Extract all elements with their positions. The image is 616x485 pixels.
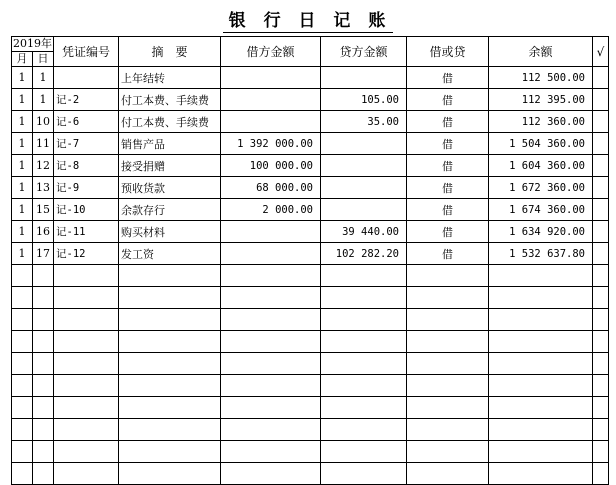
header-voucher: 凭证编号 — [54, 37, 119, 67]
cell-direction: 借 — [407, 133, 489, 155]
cell-month: 1 — [12, 67, 33, 89]
table-row — [12, 265, 609, 287]
cell-summary — [119, 419, 221, 441]
cell-voucher — [54, 331, 119, 353]
cell-balance — [489, 419, 593, 441]
cell-voucher — [54, 397, 119, 419]
cell-debit: 2 000.00 — [221, 199, 321, 221]
cell-credit — [321, 155, 407, 177]
table-row — [12, 287, 609, 309]
cell-voucher — [54, 353, 119, 375]
cell-debit: 68 000.00 — [221, 177, 321, 199]
cell-check — [593, 155, 609, 177]
cell-month: 1 — [12, 133, 33, 155]
cell-direction: 借 — [407, 111, 489, 133]
cell-day — [33, 331, 54, 353]
cell-debit — [221, 463, 321, 485]
cell-month: 1 — [12, 221, 33, 243]
cell-check — [593, 375, 609, 397]
cell-summary — [119, 265, 221, 287]
cell-credit — [321, 419, 407, 441]
cell-day — [33, 375, 54, 397]
cell-voucher: 记-11 — [54, 221, 119, 243]
cell-direction — [407, 441, 489, 463]
cell-voucher — [54, 375, 119, 397]
cell-debit: 1 392 000.00 — [221, 133, 321, 155]
cell-summary — [119, 441, 221, 463]
cell-month — [12, 463, 33, 485]
cell-voucher — [54, 419, 119, 441]
cell-summary: 预收货款 — [119, 177, 221, 199]
header-month: 月 — [12, 52, 33, 67]
bank-journal-table — [11, 36, 609, 485]
cell-voucher — [54, 287, 119, 309]
cell-check — [593, 133, 609, 155]
cell-balance: 1 504 360.00 — [489, 133, 593, 155]
table-row — [12, 375, 609, 397]
cell-voucher: 记-10 — [54, 199, 119, 221]
cell-check — [593, 331, 609, 353]
table-row — [12, 309, 609, 331]
cell-debit — [221, 89, 321, 111]
cell-day — [33, 463, 54, 485]
cell-summary: 销售产品 — [119, 133, 221, 155]
cell-day — [33, 397, 54, 419]
table-row — [12, 177, 609, 199]
cell-debit — [221, 419, 321, 441]
cell-summary: 购买材料 — [119, 221, 221, 243]
cell-balance — [489, 463, 593, 485]
cell-balance: 1 634 920.00 — [489, 221, 593, 243]
cell-month — [12, 441, 33, 463]
cell-summary: 付工本费、手续费 — [119, 111, 221, 133]
cell-debit — [221, 243, 321, 265]
table-row — [12, 441, 609, 463]
cell-voucher: 记-8 — [54, 155, 119, 177]
cell-balance — [489, 309, 593, 331]
cell-check — [593, 177, 609, 199]
cell-voucher — [54, 67, 119, 89]
cell-check — [593, 353, 609, 375]
cell-debit — [221, 353, 321, 375]
cell-direction — [407, 331, 489, 353]
cell-month: 1 — [12, 111, 33, 133]
cell-balance — [489, 265, 593, 287]
cell-month: 1 — [12, 243, 33, 265]
header-balance: 余额 — [489, 37, 593, 67]
table-row — [12, 67, 609, 89]
cell-summary: 余款存行 — [119, 199, 221, 221]
cell-balance — [489, 441, 593, 463]
cell-month — [12, 397, 33, 419]
table-body — [12, 67, 609, 485]
cell-check — [593, 243, 609, 265]
header-day: 日 — [33, 52, 54, 67]
cell-month — [12, 265, 33, 287]
cell-balance — [489, 331, 593, 353]
cell-day: 12 — [33, 155, 54, 177]
cell-balance: 1 532 637.80 — [489, 243, 593, 265]
cell-credit — [321, 375, 407, 397]
cell-day: 10 — [33, 111, 54, 133]
cell-balance: 1 604 360.00 — [489, 155, 593, 177]
cell-direction: 借 — [407, 155, 489, 177]
cell-day — [33, 265, 54, 287]
cell-debit — [221, 287, 321, 309]
cell-direction: 借 — [407, 67, 489, 89]
cell-month — [12, 375, 33, 397]
table-row — [12, 111, 609, 133]
cell-day: 15 — [33, 199, 54, 221]
table-row — [12, 155, 609, 177]
cell-check — [593, 67, 609, 89]
cell-balance: 112 500.00 — [489, 67, 593, 89]
table-row — [12, 353, 609, 375]
cell-check — [593, 199, 609, 221]
table-row — [12, 463, 609, 485]
cell-month: 1 — [12, 89, 33, 111]
table-row — [12, 199, 609, 221]
cell-debit — [221, 375, 321, 397]
cell-month — [12, 287, 33, 309]
cell-debit — [221, 331, 321, 353]
cell-balance — [489, 375, 593, 397]
cell-day: 1 — [33, 89, 54, 111]
cell-voucher: 记-7 — [54, 133, 119, 155]
cell-direction: 借 — [407, 199, 489, 221]
cell-day — [33, 309, 54, 331]
cell-direction — [407, 375, 489, 397]
cell-credit — [321, 67, 407, 89]
cell-month — [12, 331, 33, 353]
cell-check — [593, 309, 609, 331]
cell-direction — [407, 397, 489, 419]
cell-day — [33, 441, 54, 463]
cell-credit — [321, 177, 407, 199]
cell-check — [593, 441, 609, 463]
cell-summary — [119, 375, 221, 397]
cell-direction — [407, 309, 489, 331]
cell-summary — [119, 397, 221, 419]
cell-direction: 借 — [407, 221, 489, 243]
cell-month — [12, 419, 33, 441]
cell-month — [12, 353, 33, 375]
cell-voucher: 记-2 — [54, 89, 119, 111]
cell-direction — [407, 419, 489, 441]
cell-summary: 付工本费、手续费 — [119, 89, 221, 111]
table-row — [12, 419, 609, 441]
cell-credit — [321, 397, 407, 419]
cell-debit: 100 000.00 — [221, 155, 321, 177]
cell-credit: 35.00 — [321, 111, 407, 133]
cell-credit — [321, 463, 407, 485]
table-row — [12, 221, 609, 243]
cell-summary: 接受捐赠 — [119, 155, 221, 177]
cell-month: 1 — [12, 155, 33, 177]
cell-direction — [407, 265, 489, 287]
cell-direction: 借 — [407, 243, 489, 265]
cell-debit — [221, 111, 321, 133]
ledger-title-text: 银 行 日 记 账 — [223, 11, 394, 33]
cell-summary — [119, 331, 221, 353]
cell-balance — [489, 353, 593, 375]
cell-debit — [221, 265, 321, 287]
cell-debit — [221, 221, 321, 243]
header-summary: 摘 要 — [119, 37, 221, 67]
cell-day: 11 — [33, 133, 54, 155]
cell-balance — [489, 287, 593, 309]
cell-direction: 借 — [407, 177, 489, 199]
table-row — [12, 243, 609, 265]
cell-direction — [407, 353, 489, 375]
cell-credit — [321, 331, 407, 353]
cell-day: 1 — [33, 67, 54, 89]
cell-check — [593, 287, 609, 309]
header-credit: 贷方金额 — [321, 37, 407, 67]
cell-check — [593, 221, 609, 243]
cell-month — [12, 309, 33, 331]
cell-check — [593, 419, 609, 441]
cell-summary: 上年结转 — [119, 67, 221, 89]
table-row — [12, 133, 609, 155]
cell-day — [33, 419, 54, 441]
cell-voucher — [54, 265, 119, 287]
cell-voucher: 记-9 — [54, 177, 119, 199]
cell-day: 13 — [33, 177, 54, 199]
cell-balance: 112 395.00 — [489, 89, 593, 111]
cell-debit — [221, 309, 321, 331]
cell-check — [593, 397, 609, 419]
cell-balance: 1 672 360.00 — [489, 177, 593, 199]
cell-debit — [221, 441, 321, 463]
cell-summary: 发工资 — [119, 243, 221, 265]
cell-day: 16 — [33, 221, 54, 243]
cell-direction — [407, 287, 489, 309]
cell-summary — [119, 463, 221, 485]
header-year: 2019年 — [13, 37, 52, 50]
cell-balance — [489, 397, 593, 419]
cell-credit — [321, 265, 407, 287]
cell-balance: 112 360.00 — [489, 111, 593, 133]
cell-voucher: 记-12 — [54, 243, 119, 265]
cell-month: 1 — [12, 199, 33, 221]
table-row — [12, 331, 609, 353]
cell-direction: 借 — [407, 89, 489, 111]
cell-credit: 39 440.00 — [321, 221, 407, 243]
cell-credit — [321, 441, 407, 463]
cell-credit — [321, 133, 407, 155]
header-direction: 借或贷 — [407, 37, 489, 67]
cell-day: 17 — [33, 243, 54, 265]
header-check: √ — [593, 37, 609, 67]
cell-day — [33, 353, 54, 375]
cell-voucher — [54, 441, 119, 463]
ledger-title — [0, 6, 616, 31]
cell-check — [593, 265, 609, 287]
cell-voucher — [54, 309, 119, 331]
cell-debit — [221, 397, 321, 419]
cell-credit — [321, 353, 407, 375]
header-debit: 借方金额 — [221, 37, 321, 67]
cell-credit: 102 282.20 — [321, 243, 407, 265]
cell-direction — [407, 463, 489, 485]
cell-month: 1 — [12, 177, 33, 199]
cell-check — [593, 111, 609, 133]
cell-summary — [119, 287, 221, 309]
cell-voucher: 记-6 — [54, 111, 119, 133]
cell-summary — [119, 353, 221, 375]
table-row — [12, 89, 609, 111]
cell-summary — [119, 309, 221, 331]
cell-check — [593, 89, 609, 111]
cell-balance: 1 674 360.00 — [489, 199, 593, 221]
cell-credit — [321, 287, 407, 309]
cell-day — [33, 287, 54, 309]
cell-check — [593, 463, 609, 485]
cell-debit — [221, 67, 321, 89]
table-header — [12, 37, 609, 67]
cell-voucher — [54, 463, 119, 485]
cell-credit — [321, 309, 407, 331]
cell-credit — [321, 199, 407, 221]
cell-credit: 105.00 — [321, 89, 407, 111]
table-row — [12, 397, 609, 419]
